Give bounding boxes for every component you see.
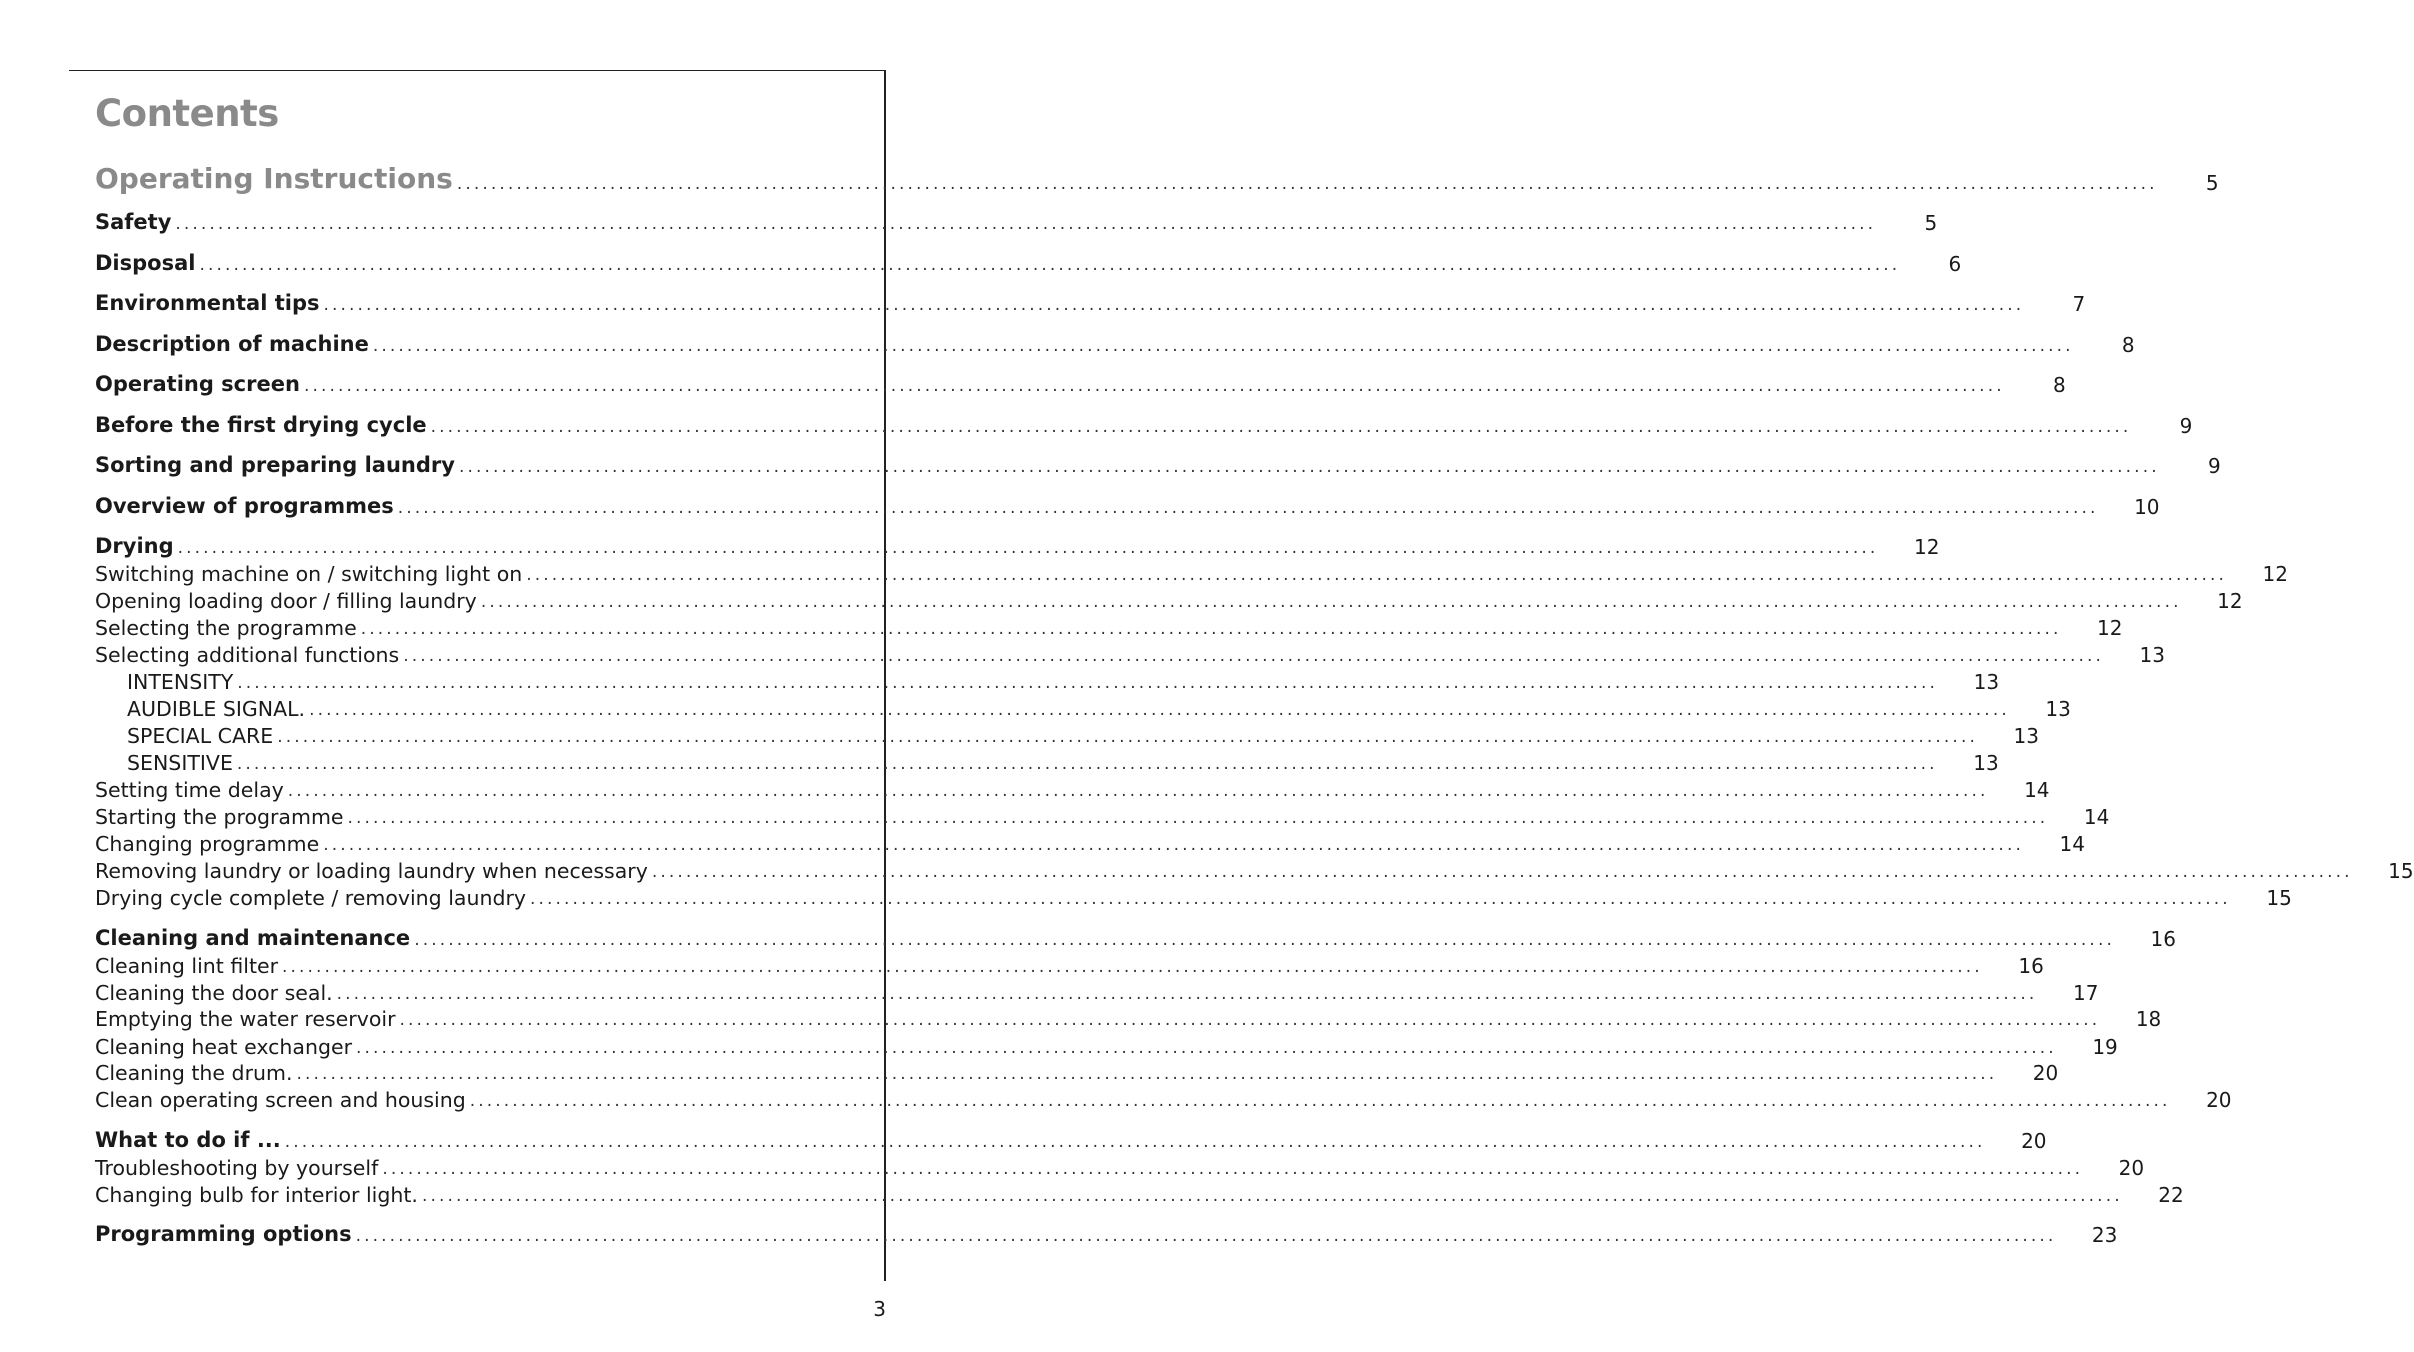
toc-entry-page: 15: [2266, 886, 2292, 910]
toc-entry-page: 20: [2118, 1156, 2145, 1180]
toc-entry-label: SPECIAL CARE: [127, 723, 274, 748]
toc-entry[interactable]: [95, 691, 2071, 721]
toc-entry-page: 12: [2097, 616, 2123, 640]
toc-entry-page: 20: [2206, 1088, 2232, 1112]
dot-leader: ........................................................................................................................................................................................................: [175, 214, 1877, 234]
toc-entry[interactable]: [95, 448, 2221, 478]
toc-entry[interactable]: [95, 529, 1940, 559]
toc-entry-label: Programming options: [95, 1222, 352, 1246]
toc-entry-label: SENSITIVE: [127, 750, 233, 775]
dot-leader: ........................................................................................................................................................................................................: [530, 889, 2231, 909]
dot-leader: ........................................................................................................................................................................................................: [347, 808, 2049, 828]
toc-entry[interactable]: [95, 664, 2000, 694]
toc-entry-label: Selecting the programme: [95, 615, 357, 640]
toc-entry-label: Setting time delay: [95, 777, 284, 802]
toc-entry-label: Changing programme: [95, 831, 320, 856]
toc-entry-label: Environmental tips: [95, 291, 320, 315]
dot-leader: ........................................................................................................................................................................................................: [303, 376, 2005, 396]
dot-leader: ........................................................................................................................................................................................................: [399, 1010, 2101, 1030]
toc-entry-label: Troubleshooting by yourself: [95, 1155, 379, 1180]
toc-entry[interactable]: [95, 1150, 2145, 1180]
toc-entry[interactable]: [95, 286, 2086, 316]
toc-entry-label: Removing laundry or loading laundry when necessary: [95, 858, 648, 883]
dot-leader: ........................................................................................................................................................................................................: [287, 781, 1989, 801]
toc-entry[interactable]: [95, 826, 2085, 856]
toc-entry-label: Drying: [95, 534, 174, 558]
dot-leader: ........................................................................................................................................................................................................: [356, 1038, 2057, 1058]
dot-leader: ........................................................................................................................................................................................................: [421, 1186, 2123, 1206]
toc-entry-page: 12: [1913, 535, 1940, 559]
toc-entry[interactable]: [95, 556, 2288, 586]
dot-leader: ........................................................................................................................................................................................................: [284, 1132, 1986, 1152]
dot-leader: ........................................................................................................................................................................................................: [430, 417, 2132, 437]
toc-entry-label: Cleaning heat exchanger: [95, 1034, 353, 1059]
dot-leader: ........................................................................................................................................................................................................: [414, 930, 2115, 950]
toc-entry-page: 17: [2072, 981, 2099, 1005]
toc-entry[interactable]: [95, 610, 2123, 640]
dot-leader: ........................................................................................................................................................................................................: [403, 646, 2104, 666]
dot-leader: ........................................................................................................................................................................................................: [282, 957, 1983, 977]
toc-entry-page: 5: [2205, 171, 2219, 195]
toc-entry[interactable]: [95, 205, 1938, 235]
toc-entry-page: 14: [2059, 832, 2085, 856]
toc-entry-label: Selecting additional functions: [95, 642, 400, 667]
toc-entry-page: 23: [2091, 1223, 2118, 1247]
toc-entry[interactable]: [95, 718, 2039, 748]
toc-entry-label: Description of machine: [95, 332, 369, 356]
page-title: Contents: [95, 92, 279, 135]
dot-leader: ........................................................................................................................................................................................................: [237, 673, 1939, 693]
toc-entry-page: 18: [2135, 1007, 2162, 1031]
top-rule: [69, 70, 886, 71]
toc-entry[interactable]: [95, 1123, 2047, 1153]
toc-entry[interactable]: [95, 1029, 2118, 1059]
toc-entry-label: Opening loading door / filling laundry: [95, 588, 477, 613]
toc-entry-label: Clean operating screen and housing: [95, 1087, 466, 1112]
toc-entry[interactable]: [95, 1217, 2118, 1247]
toc-entry[interactable]: [95, 583, 2243, 613]
toc-entry-page: 5: [1924, 211, 1938, 235]
dot-leader: ........................................................................................................................................................................................................: [277, 727, 1978, 747]
toc-entry[interactable]: [95, 367, 2066, 397]
dot-leader: ........................................................................................................................................................................................................: [199, 255, 1901, 275]
dot-leader: ........................................................................................................................................................................................................: [360, 619, 2062, 639]
toc-entry-label: Cleaning lint filter: [95, 953, 279, 978]
toc-entry-page: 16: [2150, 927, 2176, 951]
dot-leader: ........................................................................................................................................................................................................: [177, 538, 1879, 558]
toc-entry-page: 13: [2139, 643, 2165, 667]
toc-entry-label: INTENSITY: [127, 669, 234, 694]
toc-entry-label: Safety: [95, 210, 172, 234]
page-number: 3: [873, 1297, 886, 1321]
toc-entry-page: 22: [2158, 1183, 2184, 1207]
toc-entry[interactable]: [95, 880, 2292, 910]
toc-entry-page: 10: [2134, 495, 2160, 519]
dot-leader: ........................................................................................................................................................................................................: [382, 1159, 2084, 1179]
toc-entry-label: Operating Instructions: [95, 162, 453, 195]
toc-entry[interactable]: [95, 1082, 2232, 1112]
dot-leader: ........................................................................................................................................................................................................: [397, 498, 2099, 518]
toc-entry-label: Emptying the water reservoir: [95, 1006, 396, 1031]
toc-entry[interactable]: [95, 408, 2193, 438]
dot-leader: ........................................................................................................................................................................................................: [323, 295, 2025, 315]
toc-entry-label: Changing bulb for interior light.: [95, 1182, 418, 1207]
toc-entry-label: AUDIBLE SIGNAL.: [127, 696, 306, 721]
toc-entry-page: 9: [2207, 454, 2221, 478]
toc-entry-page: 9: [2179, 414, 2193, 438]
dot-leader: ........................................................................................................................................................................................................: [336, 984, 2038, 1004]
dot-leader: ........................................................................................................................................................................................................: [309, 700, 2010, 720]
dot-leader: ........................................................................................................................................................................................................: [526, 565, 2227, 585]
toc-entry[interactable]: [95, 637, 2165, 667]
toc-entry[interactable]: [95, 799, 2110, 829]
toc-entry-label: Starting the programme: [95, 804, 344, 829]
toc-entry-label: Overview of programmes: [95, 494, 394, 518]
toc-entry[interactable]: [95, 745, 1999, 775]
dot-leader: ........................................................................................................................................................................................................: [458, 457, 2160, 477]
toc-entry-label: Operating screen: [95, 372, 300, 396]
toc-entry-page: 7: [2072, 292, 2086, 316]
toc-entry[interactable]: [95, 853, 2414, 883]
toc-entry-page: 13: [2045, 697, 2071, 721]
toc-entry-page: 8: [2121, 333, 2135, 357]
toc-entry-page: 16: [2018, 954, 2044, 978]
toc-entry-label: Drying cycle complete / removing laundry: [95, 885, 527, 910]
toc-entry-label: Sorting and preparing laundry: [95, 453, 455, 477]
dot-leader: ........................................................................................................................................................................................................: [651, 862, 2353, 882]
toc-entry-page: 19: [2092, 1035, 2118, 1059]
dot-leader: ........................................................................................................................................................................................................: [296, 1064, 1998, 1084]
toc-entry[interactable]: [95, 1001, 2162, 1031]
toc-entry-page: 20: [2021, 1129, 2047, 1153]
dot-leader: ........................................................................................................................................................................................................: [323, 835, 2024, 855]
toc-entry[interactable]: [95, 772, 2050, 802]
toc-entry[interactable]: [95, 975, 2099, 1005]
toc-entry[interactable]: [95, 1177, 2184, 1207]
dot-leader: ........................................................................................................................................................................................................: [480, 592, 2182, 612]
toc-entry-page: 13: [1973, 751, 1999, 775]
toc-entry-label: Cleaning and maintenance: [95, 926, 411, 950]
toc-entry-label: Disposal: [95, 251, 196, 275]
toc-entry-label: Cleaning the drum.: [95, 1060, 293, 1085]
dot-leader: ........................................................................................................................................................................................................: [456, 174, 2158, 194]
toc-entry-page: 14: [2083, 805, 2110, 829]
toc-entry[interactable]: [95, 162, 2219, 195]
toc-entry-page: 13: [2013, 724, 2039, 748]
toc-entry-page: 13: [1973, 670, 2000, 694]
toc-entry-label: Cleaning the door seal.: [95, 980, 333, 1005]
toc-entry-page: 12: [2217, 589, 2243, 613]
toc-entry-page: 8: [2052, 373, 2066, 397]
toc-entry[interactable]: [95, 948, 2044, 978]
toc-entry[interactable]: [95, 246, 1962, 276]
toc-entry[interactable]: [95, 489, 2160, 519]
toc-entry-label: Switching machine on / switching light on: [95, 561, 523, 586]
toc-entry-page: 20: [2032, 1061, 2059, 1085]
dot-leader: ........................................................................................................................................................................................................: [355, 1226, 2057, 1246]
toc-entry-page: 12: [2262, 562, 2288, 586]
toc-entry-label: Before the first drying cycle: [95, 413, 427, 437]
toc-entry[interactable]: [95, 327, 2135, 357]
toc-entry[interactable]: [95, 921, 2176, 951]
toc-entry-label: What to do if ...: [95, 1128, 281, 1152]
toc-entry-page: 6: [1948, 252, 1962, 276]
dot-leader: ........................................................................................................................................................................................................: [236, 754, 1938, 774]
toc-entry-page: 15: [2388, 859, 2414, 883]
dot-leader: ........................................................................................................................................................................................................: [372, 336, 2074, 356]
toc-entry[interactable]: [95, 1055, 2059, 1085]
dot-leader: ........................................................................................................................................................................................................: [469, 1091, 2171, 1111]
toc-entry-page: 14: [2024, 778, 2050, 802]
